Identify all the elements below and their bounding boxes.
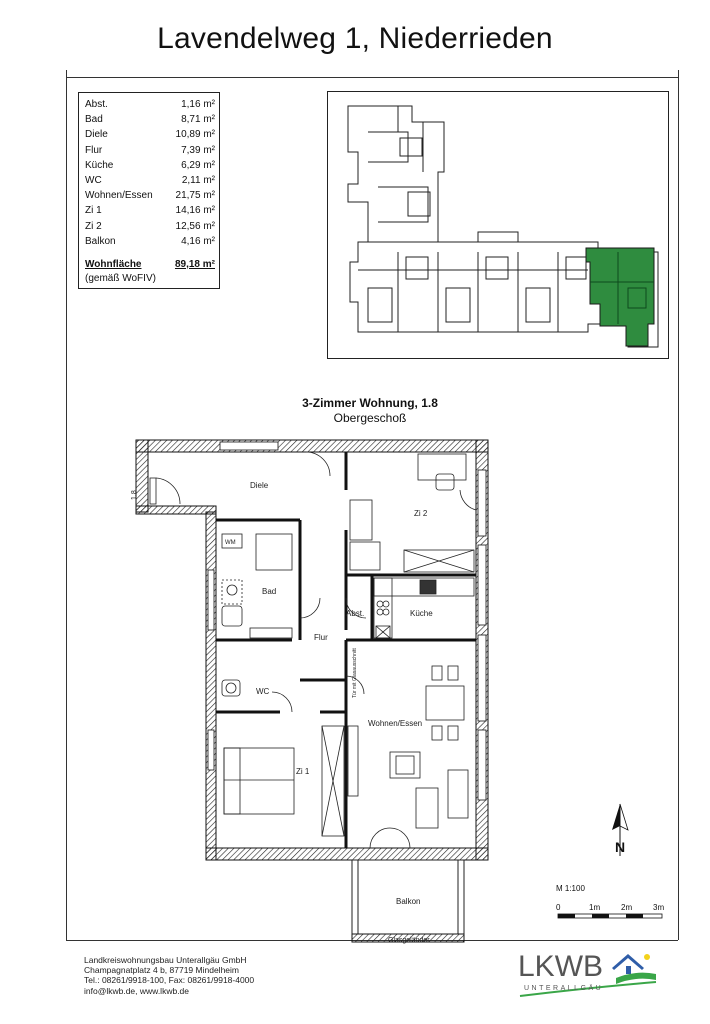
frame-left-line [66, 70, 67, 940]
area-row [85, 143, 215, 158]
scale-tick-1: 1m [589, 903, 601, 912]
floorplan-title [200, 396, 540, 426]
footer-company: Landkreiswohnungsbau Unterallgäu GmbH [84, 955, 247, 965]
footer-phone: Tel.: 08261/9918-100, Fax: 08261/9918-4000 [84, 975, 255, 986]
scale-bar [550, 900, 680, 924]
area-room-name: Wohnen/Essen [85, 190, 153, 202]
north-label: N [615, 839, 626, 855]
title-divider [66, 77, 678, 78]
area-row [85, 97, 215, 112]
area-note: (gemäß WoFIV) [85, 273, 156, 285]
highlighted-unit [586, 248, 654, 346]
label-diele: Diele [250, 481, 269, 490]
area-room-value: 1,16 m² [181, 99, 215, 110]
label-wohnen: Wohnen/Essen [368, 719, 423, 728]
area-table [78, 92, 220, 289]
label-abst: Abst. [346, 609, 365, 618]
label-kueche: Küche [410, 609, 433, 618]
scale-tick-0: 0 [556, 903, 561, 912]
area-total-value: 89,18 m² [174, 258, 215, 270]
page-title: Lavendelweg 1, Niederrieden [157, 22, 553, 55]
footer-web: info@lkwb.de, www.lkwb.de [84, 985, 190, 996]
label-flur: Flur [314, 633, 328, 642]
area-room-name: Flur [85, 144, 103, 156]
footer-address [84, 955, 254, 996]
scale-tick-2: 2m [621, 903, 633, 912]
area-row [85, 173, 215, 188]
label-balkon: Balkon [396, 897, 421, 906]
label-wm: WM [225, 540, 236, 546]
area-room-value: 6,29 m² [181, 159, 215, 171]
logo-text: LKWB [518, 950, 604, 983]
area-room-name: Zi 1 [85, 205, 102, 217]
label-apt-no: 1.8 [131, 490, 138, 500]
label-wc: WC [256, 687, 270, 696]
area-room-value: 10,89 m² [175, 129, 215, 141]
area-row [85, 219, 215, 234]
floor-level: Obergeschoß [333, 411, 407, 425]
area-total-label: Wohnfläche [85, 258, 142, 270]
area-row [85, 158, 215, 173]
label-glas: Glasgeländer [388, 937, 430, 944]
label-zi1: Zi 1 [296, 767, 310, 776]
area-room-value: 2,11 m² [181, 174, 215, 186]
area-room-value: 21,75 m² [175, 190, 215, 202]
area-room-value: 14,16 m² [175, 205, 215, 217]
scale-tick-3: 3m [653, 903, 665, 912]
area-room-name: WC [85, 174, 102, 186]
frame-right-line [678, 70, 679, 940]
area-row [85, 188, 215, 203]
footer-street: Champagnatplatz 4 b, 87719 Mindelheim [84, 965, 239, 976]
label-zi2: Zi 2 [414, 509, 428, 518]
north-arrow-icon [606, 800, 634, 860]
area-room-name: Diele [85, 129, 108, 141]
label-bad: Bad [262, 587, 277, 596]
area-room-value: 4,16 m² [181, 235, 215, 247]
area-room-name: Zi 2 [85, 220, 102, 232]
key-plan [327, 91, 669, 359]
area-row [85, 234, 215, 249]
area-room-value: 8,71 m² [181, 114, 215, 126]
area-room-name: Balkon [85, 235, 116, 247]
label-tuer: Tür mit Glasausschnitt [352, 648, 358, 698]
area-row [85, 127, 215, 142]
apartment-title: 3-Zimmer Wohnung, 1.8 [302, 396, 438, 410]
area-room-name: Küche [85, 159, 114, 171]
area-room-value: 12,56 m² [175, 220, 215, 232]
key-plan-drawing [328, 92, 668, 358]
area-room-value: 7,39 m² [181, 144, 215, 156]
area-room-name: Abst. [85, 99, 108, 110]
area-room-name: Bad [85, 114, 103, 126]
area-row [85, 203, 215, 218]
scale-label: M 1:100 [556, 884, 585, 893]
logo-subtext: UNTERALLGÄU [524, 985, 604, 992]
area-row [85, 112, 215, 127]
company-logo [516, 944, 666, 1004]
floor-plan [120, 430, 510, 950]
area-total-row [85, 257, 215, 272]
